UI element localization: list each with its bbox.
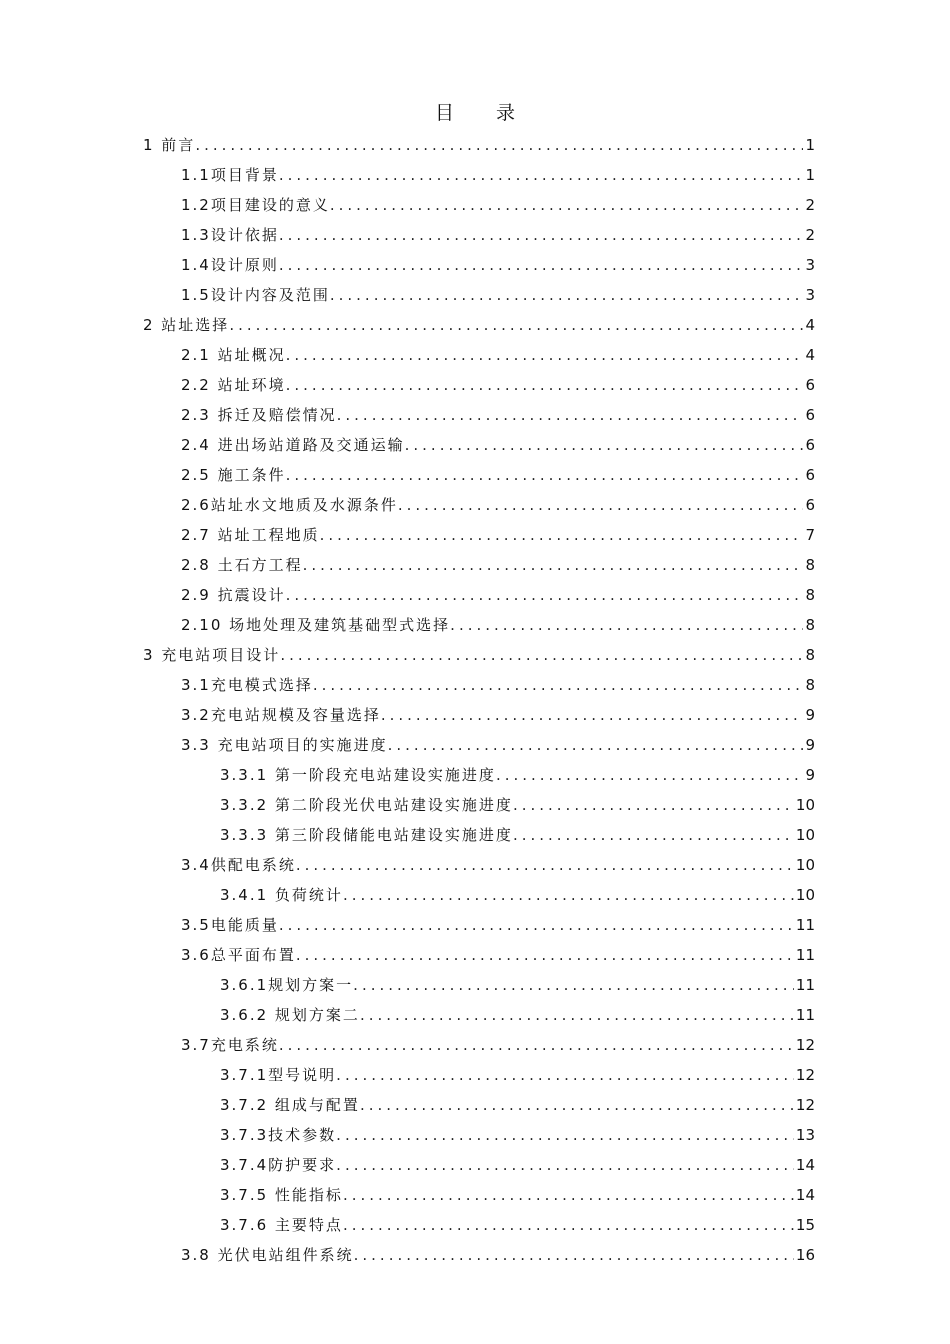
toc-entry-label: 3.7.2 组成与配置 bbox=[220, 1096, 360, 1114]
toc-entry-label: 3.6.1规划方案一 bbox=[220, 976, 354, 994]
toc-entry-page-number: 9 bbox=[805, 706, 815, 724]
toc-entry[interactable] bbox=[181, 1240, 815, 1270]
toc-entry[interactable] bbox=[181, 850, 815, 880]
toc-entry-page-number: 6 bbox=[805, 436, 815, 454]
toc-entry[interactable] bbox=[143, 310, 815, 340]
toc-entry-page-number: 12 bbox=[795, 1066, 815, 1084]
toc-entry-page-number: 3 bbox=[805, 256, 815, 274]
toc-entry[interactable] bbox=[220, 880, 815, 910]
toc-leader-dots bbox=[405, 430, 804, 460]
toc-entry-page-number: 6 bbox=[805, 496, 815, 514]
toc-entry-label: 2.1 站址概况 bbox=[181, 346, 286, 364]
toc-entry-page-number: 6 bbox=[805, 376, 815, 394]
toc-entry[interactable] bbox=[181, 490, 815, 520]
toc-leader-dots bbox=[450, 610, 803, 640]
toc-entry-label: 2.3 拆迁及赔偿情况 bbox=[181, 406, 337, 424]
toc-leader-dots bbox=[279, 160, 804, 190]
toc-entry-page-number: 8 bbox=[805, 586, 815, 604]
toc-entry-label: 3.7.5 性能指标 bbox=[220, 1186, 343, 1204]
toc-entry[interactable] bbox=[220, 1120, 815, 1150]
toc-entry[interactable] bbox=[220, 1090, 815, 1120]
toc-entry-label: 1 前言 bbox=[143, 136, 196, 154]
toc-entry-label: 2.4 进出场站道路及交通运输 bbox=[181, 436, 405, 454]
toc-entry-label: 1.1项目背景 bbox=[181, 166, 279, 184]
toc-entry[interactable] bbox=[143, 130, 815, 160]
toc-entry[interactable] bbox=[181, 1030, 815, 1060]
toc-entry-page-number: 10 bbox=[795, 826, 815, 844]
toc-leader-dots bbox=[296, 940, 794, 970]
toc-entry[interactable] bbox=[181, 430, 815, 460]
toc-leader-dots bbox=[279, 250, 804, 280]
toc-entry-label: 2.10 场地处理及建筑基础型式选择 bbox=[181, 616, 451, 634]
toc-leader-dots bbox=[286, 340, 804, 370]
toc-entry-page-number: 8 bbox=[805, 616, 815, 634]
toc-entry-label: 3.4.1 负荷统计 bbox=[220, 886, 343, 904]
toc-leader-dots bbox=[330, 190, 804, 220]
toc-entry[interactable] bbox=[181, 730, 815, 760]
toc-entry[interactable] bbox=[181, 280, 815, 310]
toc-entry-page-number: 12 bbox=[795, 1096, 815, 1114]
toc-leader-dots bbox=[313, 670, 804, 700]
toc-entry-page-number: 14 bbox=[795, 1186, 815, 1204]
toc-entry-label: 3.6总平面布置 bbox=[181, 946, 296, 964]
toc-entry-label: 3.5电能质量 bbox=[181, 916, 279, 934]
toc-entry-label: 2.2 站址环境 bbox=[181, 376, 286, 394]
toc-leader-dots bbox=[286, 370, 804, 400]
toc-entry[interactable] bbox=[220, 1180, 815, 1210]
toc-entry-page-number: 14 bbox=[795, 1156, 815, 1174]
toc-entry-label: 3.7.6 主要特点 bbox=[220, 1216, 343, 1234]
toc-entry-label: 2 站址选择 bbox=[143, 316, 230, 334]
toc-leader-dots bbox=[398, 490, 804, 520]
toc-entry-label: 3.7充电系统 bbox=[181, 1036, 279, 1054]
toc-entry[interactable] bbox=[181, 400, 815, 430]
toc-entry-label: 3.4供配电系统 bbox=[181, 856, 296, 874]
toc-entry[interactable] bbox=[181, 520, 815, 550]
toc-entry[interactable] bbox=[181, 160, 815, 190]
toc-entry-page-number: 8 bbox=[805, 646, 815, 664]
toc-entry-label: 2.6站址水文地质及水源条件 bbox=[181, 496, 398, 514]
toc-leader-dots bbox=[513, 790, 794, 820]
toc-entry-page-number: 4 bbox=[805, 346, 815, 364]
toc-leader-dots bbox=[280, 640, 803, 670]
toc-entry[interactable] bbox=[220, 760, 815, 790]
toc-entry-page-number: 6 bbox=[805, 466, 815, 484]
toc-entry-page-number: 10 bbox=[795, 856, 815, 874]
toc-entry[interactable] bbox=[181, 220, 815, 250]
toc-entry-label: 3.8 光伏电站组件系统 bbox=[181, 1246, 354, 1264]
toc-leader-dots bbox=[229, 310, 803, 340]
toc-entry[interactable] bbox=[181, 550, 815, 580]
toc-entry[interactable] bbox=[181, 340, 815, 370]
toc-leader-dots bbox=[336, 1060, 794, 1090]
toc-entry[interactable] bbox=[220, 970, 815, 1000]
toc-leader-dots bbox=[303, 550, 804, 580]
toc-entry-label: 3.3.2 第二阶段光伏电站建设实施进度 bbox=[220, 796, 513, 814]
toc-entry-label: 3.2充电站规模及容量选择 bbox=[181, 706, 381, 724]
toc-entry-page-number: 9 bbox=[805, 766, 815, 784]
toc-entry-page-number: 8 bbox=[805, 556, 815, 574]
toc-entry-page-number: 6 bbox=[805, 406, 815, 424]
toc-entry[interactable] bbox=[181, 460, 815, 490]
toc-entry-page-number: 15 bbox=[795, 1216, 815, 1234]
toc-leader-dots bbox=[286, 460, 804, 490]
toc-entry-label: 3.3.3 第三阶段储能电站建设实施进度 bbox=[220, 826, 513, 844]
toc-entry-label: 3.3 充电站项目的实施进度 bbox=[181, 736, 388, 754]
toc-entry-page-number: 1 bbox=[805, 136, 815, 154]
toc-entry-label: 1.4设计原则 bbox=[181, 256, 279, 274]
toc-entry-label: 3.7.4防护要求 bbox=[220, 1156, 337, 1174]
toc-entry[interactable] bbox=[220, 790, 815, 820]
toc-entry[interactable] bbox=[181, 910, 815, 940]
toc-entry-page-number: 12 bbox=[795, 1036, 815, 1054]
toc-entry-page-number: 3 bbox=[805, 286, 815, 304]
toc-entry[interactable] bbox=[181, 700, 815, 730]
toc-leader-dots bbox=[337, 400, 804, 430]
toc-entry[interactable] bbox=[181, 250, 815, 280]
toc-entry[interactable] bbox=[220, 1210, 815, 1240]
toc-entry[interactable] bbox=[220, 1000, 815, 1030]
toc-entry-label: 3.1充电模式选择 bbox=[181, 676, 313, 694]
toc-entry[interactable] bbox=[220, 820, 815, 850]
toc-leader-dots bbox=[279, 1030, 794, 1060]
toc-leader-dots bbox=[336, 1120, 794, 1150]
toc-leader-dots bbox=[381, 700, 804, 730]
toc-title: 目 录 bbox=[434, 102, 534, 124]
toc-entry-label: 2.5 施工条件 bbox=[181, 466, 286, 484]
toc-entry[interactable] bbox=[181, 370, 815, 400]
toc-leader-dots bbox=[360, 1090, 794, 1120]
toc-entry[interactable] bbox=[220, 1060, 815, 1090]
toc-leader-dots bbox=[320, 520, 804, 550]
toc-entry-page-number: 9 bbox=[805, 736, 815, 754]
toc-leader-dots bbox=[343, 1180, 794, 1210]
toc-leader-dots bbox=[354, 1240, 794, 1270]
toc-leader-dots bbox=[513, 820, 794, 850]
toc-entry-label: 1.5设计内容及范围 bbox=[181, 286, 330, 304]
toc-entry-label: 1.2项目建设的意义 bbox=[181, 196, 330, 214]
toc-entry-label: 3.3.1 第一阶段充电站建设实施进度 bbox=[220, 766, 496, 784]
toc-leader-dots bbox=[296, 850, 794, 880]
toc-leader-dots bbox=[353, 970, 794, 1000]
toc-entry-label: 2.7 站址工程地质 bbox=[181, 526, 320, 544]
toc-entry-label: 3.7.3技术参数 bbox=[220, 1126, 337, 1144]
toc-leader-dots bbox=[195, 130, 803, 160]
toc-entry-page-number: 4 bbox=[805, 316, 815, 334]
toc-leader-dots bbox=[388, 730, 804, 760]
toc-entry-label: 3.7.1型号说明 bbox=[220, 1066, 337, 1084]
toc-entry-page-number: 10 bbox=[795, 796, 815, 814]
toc-leader-dots bbox=[286, 580, 804, 610]
toc-entry[interactable] bbox=[181, 940, 815, 970]
toc-entry[interactable] bbox=[220, 1150, 815, 1180]
toc-entry[interactable] bbox=[181, 580, 815, 610]
toc-entry-label: 1.3设计依据 bbox=[181, 226, 279, 244]
toc-entry-page-number: 11 bbox=[795, 916, 815, 934]
toc-leader-dots bbox=[496, 760, 804, 790]
toc-entry-page-number: 7 bbox=[805, 526, 815, 544]
toc-leader-dots bbox=[343, 1210, 794, 1240]
toc-entry-page-number: 11 bbox=[795, 1006, 815, 1024]
toc-entry-label: 3 充电站项目设计 bbox=[143, 646, 281, 664]
toc-entry-page-number: 8 bbox=[805, 676, 815, 694]
toc-leader-dots bbox=[279, 910, 794, 940]
toc-entry-page-number: 1 bbox=[805, 166, 815, 184]
toc-entry-page-number: 2 bbox=[805, 226, 815, 244]
toc-entry[interactable] bbox=[181, 670, 815, 700]
toc-entry-page-number: 2 bbox=[805, 196, 815, 214]
toc-entry-label: 3.6.2 规划方案二 bbox=[220, 1006, 360, 1024]
toc-entry-label: 2.8 土石方工程 bbox=[181, 556, 303, 574]
toc-entry[interactable] bbox=[181, 610, 815, 640]
toc-entry-page-number: 16 bbox=[795, 1246, 815, 1264]
toc-leader-dots bbox=[336, 1150, 794, 1180]
toc-entry-page-number: 11 bbox=[795, 946, 815, 964]
toc-entry[interactable] bbox=[143, 640, 815, 670]
toc-leader-dots bbox=[360, 1000, 794, 1030]
toc-entry[interactable] bbox=[181, 190, 815, 220]
toc-entry-page-number: 10 bbox=[795, 886, 815, 904]
toc-entry-page-number: 11 bbox=[795, 976, 815, 994]
toc-entry-page-number: 13 bbox=[795, 1126, 815, 1144]
toc-entry-label: 2.9 抗震设计 bbox=[181, 586, 286, 604]
toc-leader-dots bbox=[279, 220, 804, 250]
toc-leader-dots bbox=[343, 880, 794, 910]
toc-leader-dots bbox=[330, 280, 804, 310]
